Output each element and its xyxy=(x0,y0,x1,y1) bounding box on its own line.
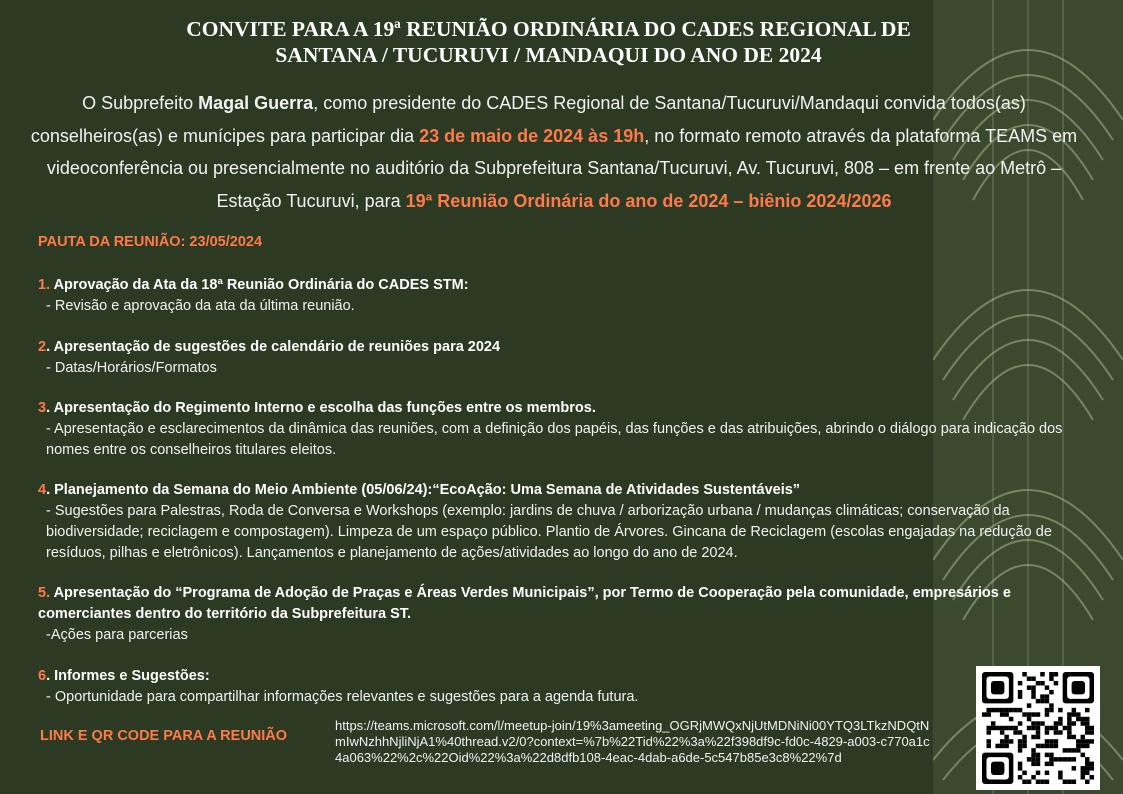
agenda-heading: Apresentação do “Programa de Adoção de Praças e Áreas Verdes Municipais”, por Termo de Cooperação pela comunidade, empresários e comerciantes dentro do território da Subprefeitura ST. xyxy=(38,585,1011,622)
qr-code-graphic xyxy=(982,672,1094,784)
intro-paragraph xyxy=(14,87,1094,217)
agenda-detail: - Sugestões para Palestras, Roda de Conversa e Workshops (exemplo: jardins de chuva / arborização urbana / mudanças climáticas; conservação da biodiversidade; reciclagem e compostagem). Limpeza de um espaço público. Plantio de Árvores. Gincana de Reciclagem (escolas engajadas na redução de resíduos, pilhas e eletrônicos). Lançamentos e planejamento de ações/atividades ao longo do ano de 2024. xyxy=(46,503,1052,561)
agenda-number: 2 xyxy=(38,339,47,355)
agenda-detail: - Apresentação e esclarecimentos da dinâmica das reuniões, com a definição dos papéis, das funções e das atribuições, abrindo o diálogo para indicação dos nomes entre os conselheiros titulares eleitos. xyxy=(46,421,1063,458)
title-line-1: CONVITE PARA A 19ª REUNIÃO ORDINÁRIA DO CADES REGIONAL DE xyxy=(186,17,911,41)
intro-text-1: O Subprefeito xyxy=(82,93,199,113)
agenda-detail: - Oportunidade para compartilhar informações relevantes e sugestões para a agenda futura. xyxy=(46,689,639,705)
agenda-heading: . Planejamento da Semana do Meio Ambiente (05/06/24):“EcoAção: Uma Semana de Atividades Sustentáveis” xyxy=(46,482,801,498)
agenda-detail: - Revisão e aprovação da ata da última reunião. xyxy=(46,298,355,314)
agenda-item-4 xyxy=(38,480,1083,564)
agenda-title: PAUTA DA REUNIÃO: 23/05/2024 xyxy=(38,234,263,250)
agenda-number: 1. xyxy=(38,277,51,293)
link-label: LINK E QR CODE PARA A REUNIÃO xyxy=(40,728,288,744)
agenda-item-2 xyxy=(38,337,1083,379)
agenda-item-3 xyxy=(38,398,1083,461)
title-line-2: SANTANA / TUCURUVI / MANDAQUI DO ANO DE 2024 xyxy=(275,43,822,67)
agenda-number: 4 xyxy=(38,482,47,498)
agenda-item-5 xyxy=(38,583,1083,646)
qr-code-icon[interactable] xyxy=(976,666,1100,790)
intro-text-2: , como presidente do CADES Regional de Santana/Tucuruvi/Mandaqui convida todos(as) conselheiros(as) e munícipes para participar dia xyxy=(30,93,1026,146)
agenda-number: 6 xyxy=(38,668,47,684)
agenda-item-1 xyxy=(38,275,1083,317)
agenda-detail: - Datas/Horários/Formatos xyxy=(46,360,217,376)
agenda-heading: . Apresentação do Regimento Interno e escolha das funções entre os membros. xyxy=(46,400,596,416)
meeting-date: 23 de maio de 2024 às 19h xyxy=(419,125,645,146)
agenda-heading: . Apresentação de sugestões de calendário de reuniões para 2024 xyxy=(46,339,501,355)
agenda-item-6 xyxy=(38,666,1083,708)
subprefeito-name: Magal Guerra xyxy=(198,93,314,113)
meeting-name: 19ª Reunião Ordinária do ano de 2024 – biênio 2024/2026 xyxy=(405,190,892,211)
meeting-link[interactable]: https://teams.microsoft.com/l/meetup-join/19%3ameeting_OGRjMWQxNjUtMDNiNi00YTQ3LTkzNDQtNmIwNzhhNjliNjA1%40thread.v2/0?context=%7b%22Tid%22%3a%22f398df9c-fd0c-4829-a003-c770a1c4a063%22%2c%22Oid%22%3a%22d8dfb108-4eac-4dab-a6de-5c547b85e3c8%22%7d xyxy=(335,718,930,765)
agenda-number: 3 xyxy=(38,400,47,416)
agenda-heading: Aprovação da Ata da 18ª Reunião Ordinária do CADES STM: xyxy=(50,277,469,293)
agenda-heading: . Informes e Sugestões: xyxy=(46,668,210,684)
intro-text-3: , no formato remoto através da plataforma TEAMS em videoconferência ou presencialmente no auditório da Subprefeitura Santana/Tucuruvi, Av. Tucuruvi, 808 – em frente ao Metrô – Estação Tucuruvi, para xyxy=(46,125,1078,211)
agenda-number: 5. xyxy=(38,585,51,601)
agenda-detail: -Ações para parcerias xyxy=(46,627,188,643)
page-title xyxy=(0,16,1097,68)
